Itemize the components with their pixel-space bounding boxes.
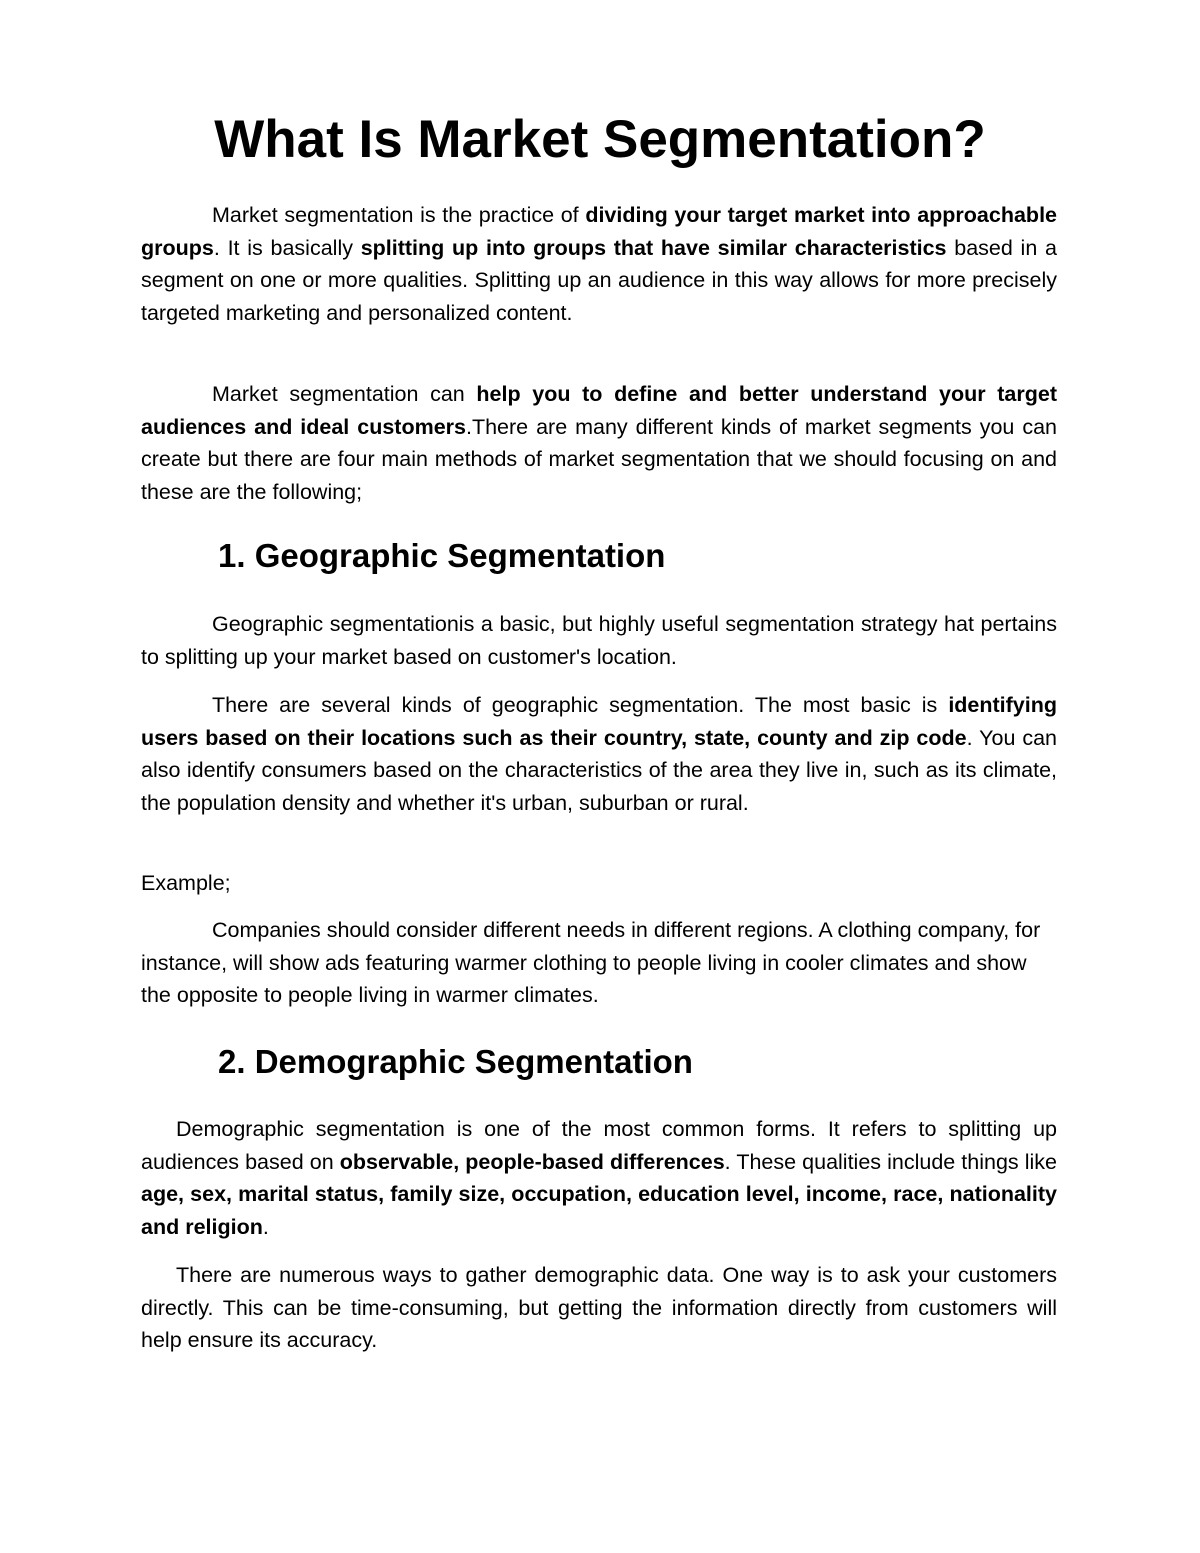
bold-text-run: age, sex, marital status, family size, occupation, education level, income, race, nationality and religion	[141, 1182, 1057, 1239]
text-run: . It is basically	[213, 235, 361, 260]
intro-paragraph-2	[141, 378, 1057, 508]
document-title: What Is Market Segmentation?	[214, 110, 986, 169]
geographic-paragraph-2	[141, 689, 1057, 819]
section-heading-geographic: 1. Geographic Segmentation	[218, 537, 666, 574]
example-label: Example;	[141, 871, 231, 895]
bold-text-run: dividing your target market into approachable groups	[141, 203, 1057, 260]
bold-text-run: identifying users based on their locations such as their country, state, county and zip code	[141, 693, 1057, 750]
text-run: There are several kinds of geographic segmentation. The most basic is	[212, 693, 949, 717]
text-run: Demographic segmentation is one of the most common forms. It refers to splitting up audiences based on	[141, 1117, 1057, 1174]
bold-text-run: observable, people-based differences	[339, 1149, 725, 1174]
example-paragraph: Companies should consider different needs in different regions. A clothing company, for instance, will show ads featuring warmer clothing to people living in cooler climates and show the opposite to people living in warmer climates.	[141, 918, 1041, 1007]
demographic-paragraph-2: There are numerous ways to gather demographic data. One way is to ask your customers directly. This can be time-consuming, but getting the information directly from customers will help ensure its accuracy.	[141, 1263, 1057, 1352]
text-run: . These qualities include things like	[724, 1149, 1058, 1174]
section-heading-demographic: 2. Demographic Segmentation	[218, 1043, 693, 1080]
geographic-paragraph-1: Geographic segmentationis a basic, but highly useful segmentation strategy hat pertains to splitting up your market based on customer's location.	[141, 612, 1057, 669]
demographic-paragraph-1	[141, 1113, 1057, 1243]
bold-text-run: help you to define and better understand your target audiences and ideal customers	[141, 382, 1057, 439]
text-run: Market segmentation can	[212, 382, 477, 406]
bold-text-run: splitting up into groups that have similar characteristics	[360, 235, 947, 260]
intro-paragraph-1	[141, 199, 1057, 329]
text-run: .	[262, 1214, 269, 1239]
text-run: .There are many different kinds of market segments you can create but there are four main methods of market segmentation that we should focusing on and these are the following;	[141, 414, 1057, 504]
text-run: . You can also identify consumers based on the characteristics of the area they live in, such as its climate, the population density and whether it's urban, suburban or rural.	[141, 725, 1057, 815]
text-run: based in a segment on one or more qualities. Splitting up an audience in this way allows for more precisely targeted marketing and personalized content.	[141, 235, 1057, 325]
text-run: Market segmentation is the practice of	[212, 203, 586, 227]
